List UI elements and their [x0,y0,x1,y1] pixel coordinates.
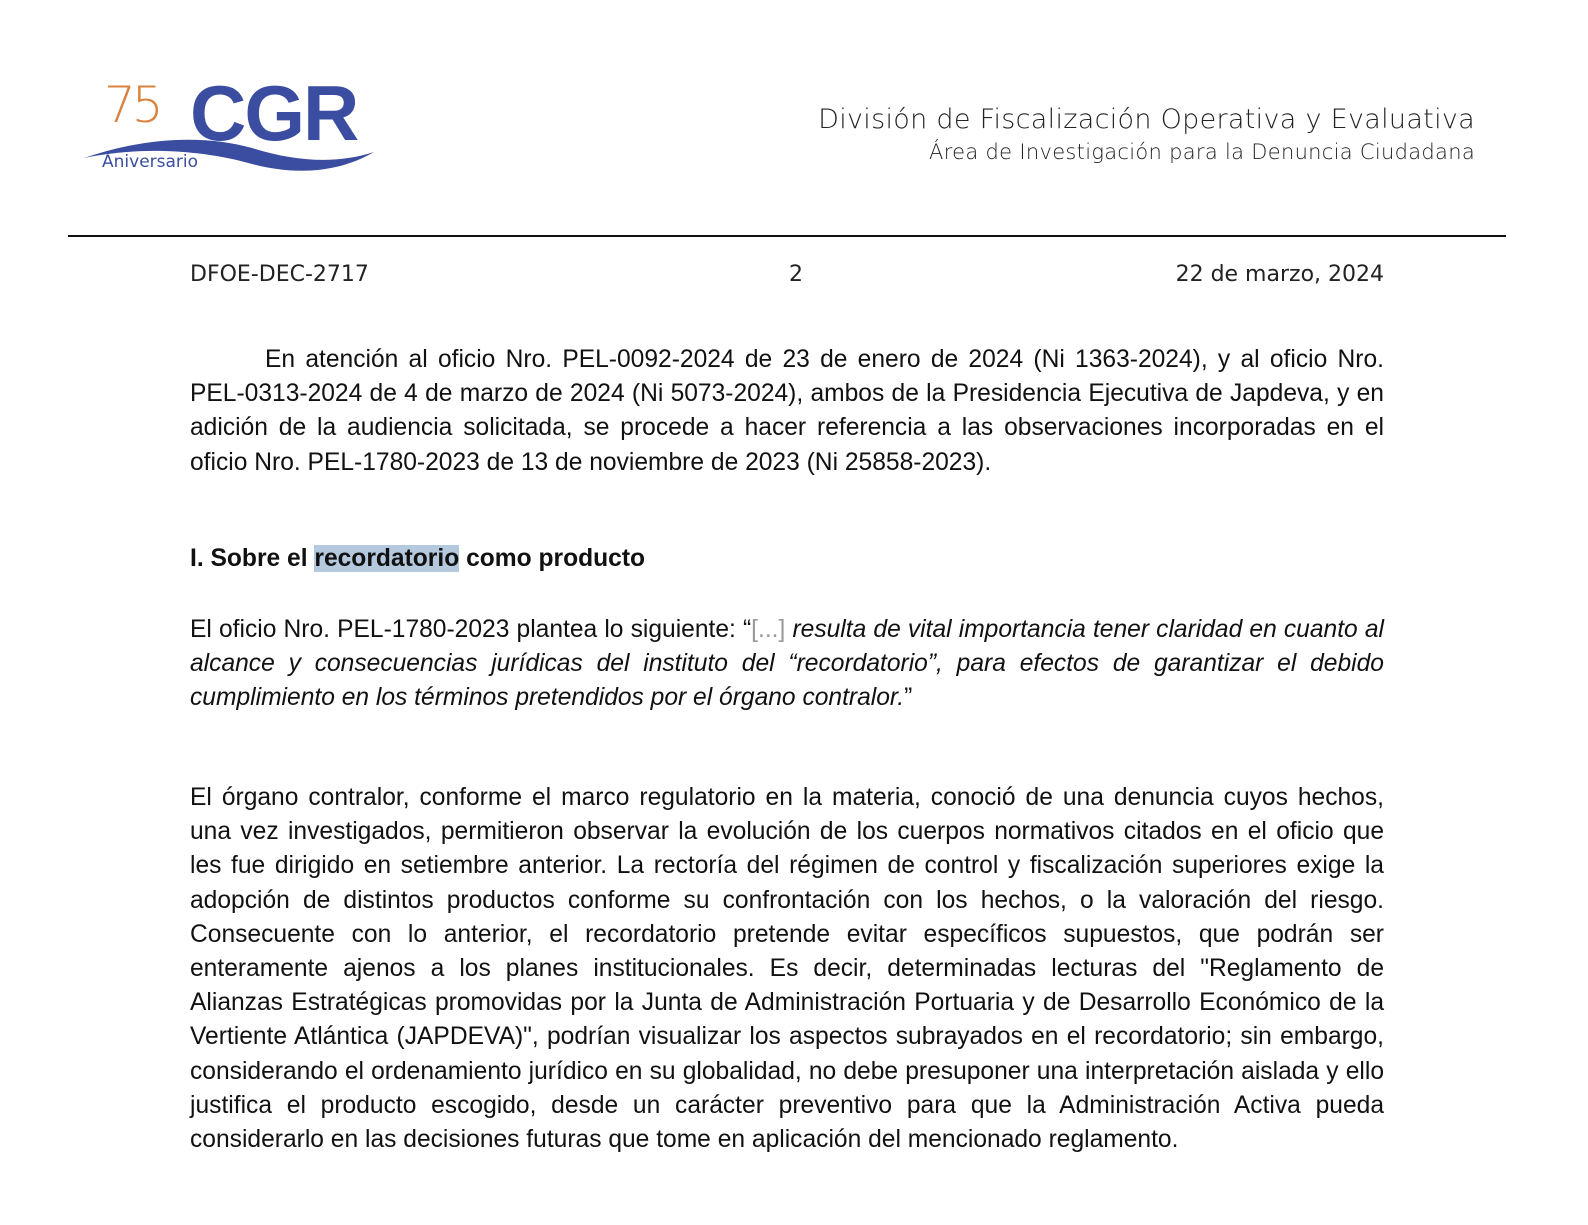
division-name: División de Fiscalización Operativa y Evaluativa [818,104,1475,135]
division-header [818,103,1475,167]
header-divider [68,235,1506,237]
heading-prefix: I. Sobre el [190,545,315,572]
paragraph-intro-text: En atención al oficio Nro. PEL-0092-2024 de 23 de enero de 2024 (Ni 1363-2024), y al oficio Nro. PEL-0313-2024 de 4 de marzo de 2024 (Ni 5073-2024), ambos de la Presidencia Ejecutiva de Japdeva, y en adición de la audiencia solicitada, se procede a hacer referencia a las observaciones incorporadas en el oficio Nro. PEL-1780-2023 de 13 de noviembre de 2023 (Ni 25858-2023). [190,346,1384,476]
cgr-75-aniversario-logo [82,69,382,182]
heading-suffix: como producto [459,545,646,572]
quote-text: resulta de vital importancia tener claridad en cuanto al alcance y consecuencias jurídicas del instituto del “recordatorio”, para efectos de garantizar el debido cumplimiento en los términos pretendidos por el órgano contralor. [190,616,1384,712]
paragraph-explanation: El órgano contralor, conforme el marco regulatorio en la materia, conoció de una denuncia cuyos hechos, una vez investigados, permitieron observar la evolución de los cuerpos normativos citados en el oficio que les fue dirigido en setiembre anterior. La rectoría del régimen de control y fiscalización superiores exige la adopción de distintos productos conforme su confrontación con los hechos, o la valoración del riesgo. Consecuente con lo anterior, el recordatorio pretende evitar específicos supuestos, que podrán ser enteramente ajenos a los planes institucionales. Es decir, determinadas lecturas del "Reglamento de Alianzas Estratégicas promovidas por la Junta de Administración Portuaria y de Desarrollo Económico de la Vertiente Atlántica (JAPDEVA)", podrían visualizar los aspectos subrayados en el recordatorio; sin embargo, considerando el ordenamiento jurídico en su globalidad, no debe presuponer una interpretación aislada y ello justifica el producto escogido, desde un carácter preventivo para que la Administración Activa pueda considerarlo en las decisiones futuras que tome en aplicación del mencionado reglamento. [190,784,1384,1154]
section-heading [190,545,645,573]
quote-lead: El oficio Nro. PEL-1780-2023 plantea lo siguiente: “ [190,616,752,643]
document-date: 22 de marzo, 2024 [1175,262,1384,287]
logo-75: 75 [104,76,160,134]
logo-cgr: CGR [190,69,358,157]
paragraph-intro [190,343,1384,480]
highlighted-search-term[interactable]: recordatorio [314,545,460,572]
quote-ellipsis: [...] [751,616,786,643]
document-reference: DFOE-DEC-2717 [190,262,369,287]
page-number: 2 [789,262,803,287]
paragraph-quote [190,613,1384,716]
logo-aniversario: Aniversario [102,152,199,172]
area-name: Área de Investigación para la Denuncia Ciudadana [929,140,1475,164]
quote-close: ” [904,684,913,712]
